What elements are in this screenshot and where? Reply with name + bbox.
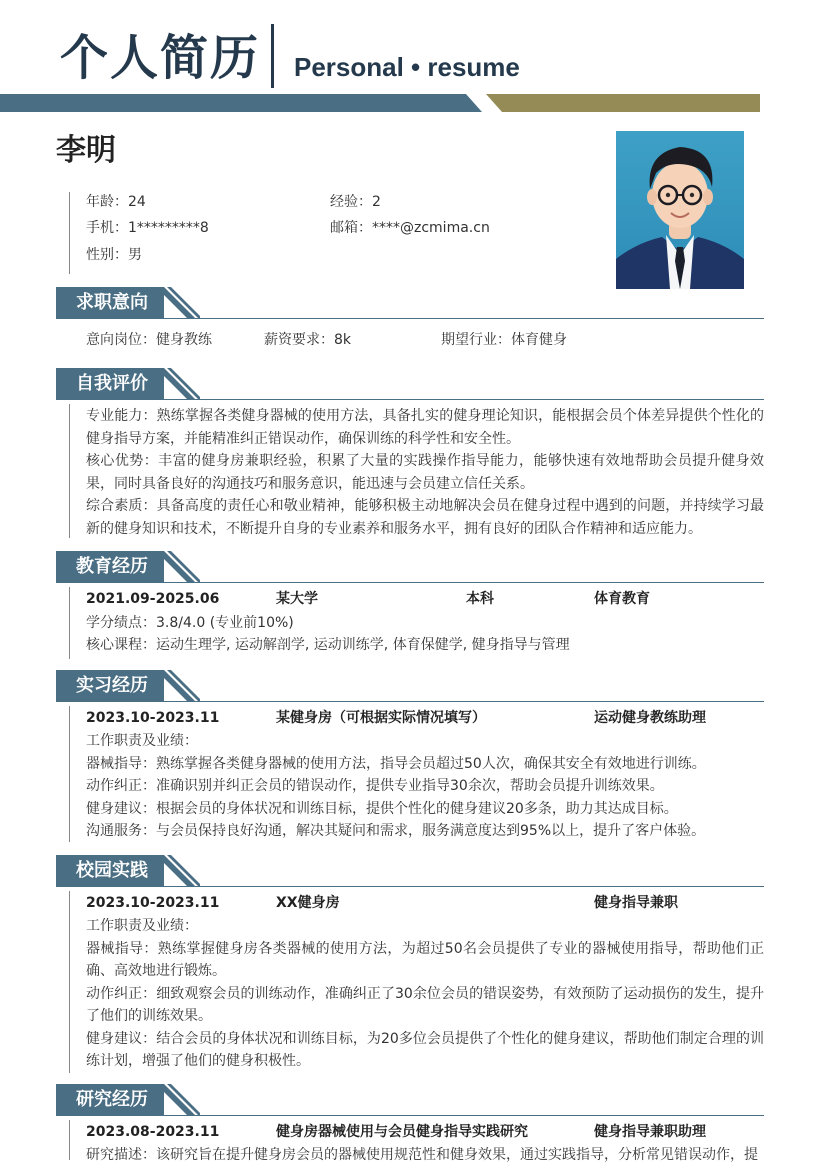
- education-period: 2021.09-2025.06: [86, 591, 220, 607]
- gender-label: 性别：: [86, 247, 128, 263]
- section-job-intent-heading: [56, 287, 764, 321]
- research-project: 健身房器械使用与会员健身指导实践研究: [276, 1124, 528, 1140]
- section-education-heading: [56, 551, 764, 585]
- candidate-name: 李明: [56, 133, 116, 168]
- section-rule: [56, 701, 764, 702]
- campus-org: XX健身房: [276, 895, 340, 911]
- campus-details: 工作职责及业绩： 器械指导：熟练掌握健身房各类器械的使用方法，为超过50名会员提供了专业的器械使用指导，帮助他们正确、高效地进行锻炼。 动作纠正：细致观察会员的训练动作，准确纠正了30余位会员的错误姿势，有效预防了运动损伤的发生，提升了他们的训练效果。 健身建议：结合会员的身体状况和训练目标，为20多位会员提供了个性化的健身建议，帮助他们制定合理的训练计划，增强了他们的健身积极性。: [86, 918, 764, 1069]
- portrait-photo: [616, 131, 744, 289]
- job-industry: 期望行业：体育健身: [441, 332, 567, 348]
- education-courses: 核心课程：运动生理学, 运动解剖学, 运动训练学, 体育保健学, 健身指导与管理: [86, 637, 570, 653]
- section-accent-bar: [69, 404, 70, 538]
- title-divider: [271, 24, 274, 88]
- experience-label: 经验：: [330, 194, 372, 210]
- heading-stripes: [156, 368, 200, 400]
- section-rule: [56, 1115, 764, 1116]
- self-evaluation-text: 专业能力：熟练掌握各类健身器械的使用方法，具备扎实的健身理论知识，能根据会员个体差异提供个性化的健身指导方案，并能精准纠正错误动作，确保训练的科学性和安全性。 核心优势：丰富的健身房兼职经验，积累了大量的实践操作指导能力，能够快速有效地帮助会员提升健身效果，同时具备良好的沟通技巧和服务意识，能迅速与会员建立信任关系。 综合素质：具备高度的责任心和敬业精神，能够积极主动地解决会员在健身过程中遇到的问题，并持续学习最新的健身知识和技术，不断提升自身的专业素养和服务水平，拥有良好的团队合作精神和适应能力。: [86, 408, 764, 537]
- section-research-heading: [56, 1084, 764, 1118]
- section-campus-heading: [56, 855, 764, 889]
- phone-value: 1*********8: [128, 220, 209, 236]
- experience-value: 2: [372, 194, 381, 210]
- section-rule: [56, 399, 764, 400]
- section-rule: [56, 582, 764, 583]
- section-accent-bar: [69, 587, 70, 659]
- heading-stripes: [156, 855, 200, 887]
- research-role: 健身指导兼职助理: [594, 1124, 706, 1140]
- portrait-illustration: [616, 131, 744, 289]
- section-internship-heading: [56, 670, 764, 704]
- phone-row: [86, 218, 209, 238]
- research-description: 研究描述：该研究旨在提升健身房会员的器械使用规范性和健身效果，通过实践指导，分析常见错误动作，提: [86, 1147, 758, 1163]
- heading-stripes: [156, 1084, 200, 1116]
- internship-role: 运动健身教练助理: [594, 710, 706, 726]
- education-gpa: 学分绩点：3.8/4.0 (专业前10%): [86, 615, 294, 631]
- experience-row: [330, 192, 381, 212]
- education-major: 体育教育: [594, 591, 650, 607]
- age-row: [86, 192, 146, 212]
- heading-stripes: [156, 551, 200, 583]
- age-label: 年龄：: [86, 194, 128, 210]
- section-self-evaluation-heading: [56, 368, 764, 402]
- section-rule: [56, 318, 764, 319]
- gender-row: [86, 245, 142, 265]
- heading-stripes: [156, 670, 200, 702]
- resume-title: 个人简历: [60, 30, 261, 86]
- job-position: 意向岗位：健身教练: [86, 332, 212, 348]
- campus-role: 健身指导兼职: [594, 895, 678, 911]
- section-accent-bar: [69, 1120, 70, 1160]
- email-label: 邮箱：: [330, 220, 372, 236]
- section-title: 校园实践: [56, 855, 164, 887]
- education-degree: 本科: [466, 591, 494, 607]
- internship-org: 某健身房（可根据实际情况填写）: [276, 710, 486, 726]
- section-title: 实习经历: [56, 670, 164, 702]
- education-school: 某大学: [276, 591, 318, 607]
- heading-stripes: [156, 287, 200, 319]
- header-band: [0, 94, 820, 112]
- section-accent-bar: [69, 891, 70, 1073]
- internship-details: 工作职责及业绩： 器械指导：熟练掌握各类健身器械的使用方法，指导会员超过50人次，确保其安全有效地进行训练。 动作纠正：准确识别并纠正会员的错误动作，提供专业指导30余次，帮助会员提升训练效果。 健身建议：根据会员的身体状况和训练目标，提供个性化的健身建议20多条，助力其达成目标。 沟通服务：与会员保持良好沟通，解决其疑问和需求，服务满意度达到95%以上，提升了客户体验。: [86, 733, 706, 839]
- section-rule: [56, 886, 764, 887]
- email-value: ****@zcmima.cn: [372, 220, 490, 236]
- internship-period: 2023.10-2023.11: [86, 710, 220, 726]
- research-period: 2023.08-2023.11: [86, 1124, 220, 1140]
- campus-period: 2023.10-2023.11: [86, 895, 220, 911]
- resume-subtitle: Personal • resume: [294, 52, 520, 82]
- section-title: 教育经历: [56, 551, 164, 583]
- section-title: 求职意向: [56, 287, 164, 319]
- phone-label: 手机：: [86, 220, 128, 236]
- section-accent-bar: [69, 706, 70, 842]
- email-row: [330, 218, 490, 238]
- section-title: 自我评价: [56, 368, 164, 400]
- section-title: 研究经历: [56, 1084, 164, 1116]
- profile-accent-bar: [69, 192, 70, 274]
- job-salary: 薪资要求：8k: [264, 332, 352, 348]
- age-value: 24: [128, 194, 146, 210]
- gender-value: 男: [128, 247, 142, 263]
